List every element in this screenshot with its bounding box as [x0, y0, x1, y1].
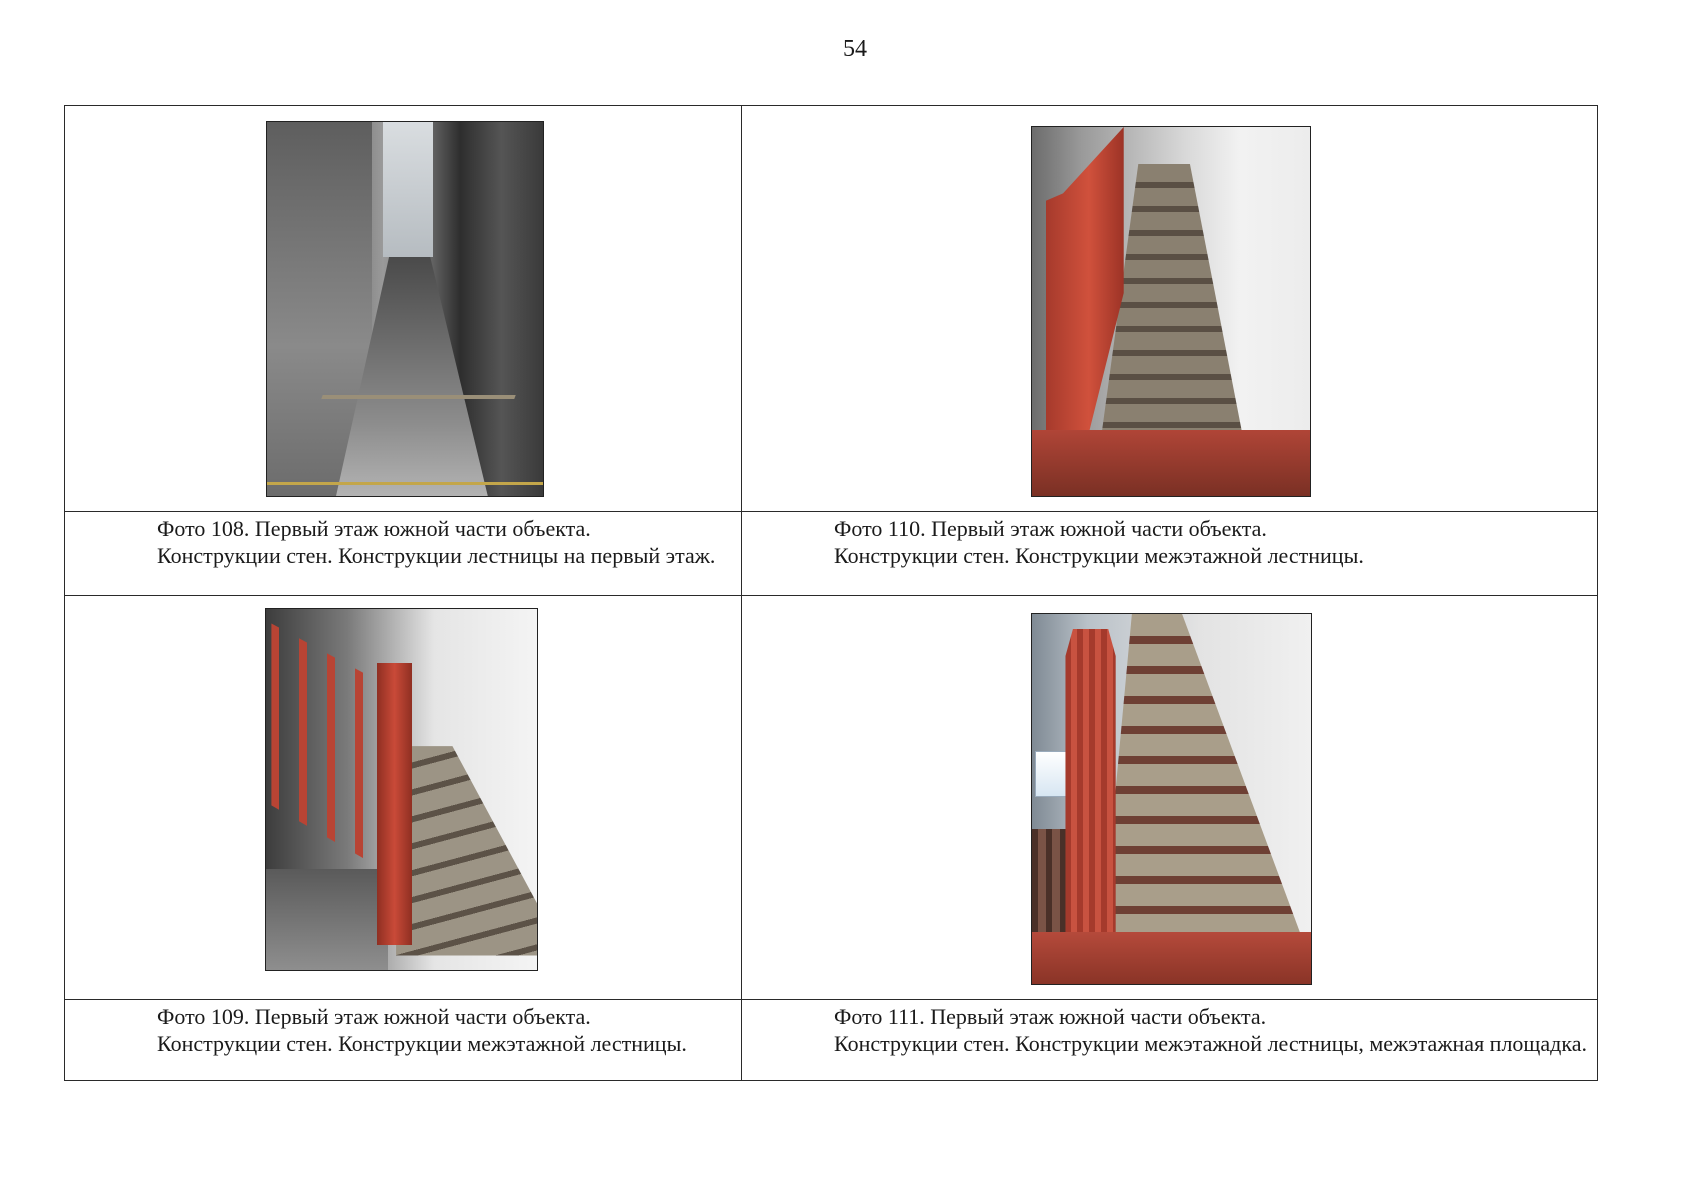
- caption-110-description: Конструкции стен. Конструкции межэтажной лестницы.: [834, 543, 1364, 568]
- photo-table: [64, 105, 1598, 1081]
- photo-108-staircase-corridor: [266, 121, 544, 497]
- caption-109-description: Конструкции стен. Конструкции межэтажной лестницы.: [157, 1031, 687, 1056]
- caption-cell-108: [64, 511, 742, 596]
- caption-111-title: Фото 111. Первый этаж южной части объекта.: [834, 1004, 1267, 1029]
- page-number: 54: [843, 36, 867, 62]
- caption-cell-109: [64, 999, 742, 1081]
- photo-110-straight-staircase: [1031, 126, 1311, 497]
- photo-109-turning-staircase: [265, 608, 538, 971]
- caption-110-title: Фото 110. Первый этаж южной части объекта.: [834, 516, 1267, 541]
- caption-cell-111: [741, 999, 1598, 1081]
- photo-cell-111: [741, 595, 1598, 1000]
- caption-cell-110: [741, 511, 1598, 596]
- photo-cell-109: [64, 595, 742, 1000]
- caption-111-description: Конструкции стен. Конструкции межэтажной лестницы, межэтажная площадка.: [834, 1031, 1587, 1056]
- caption-108-description: Конструкции стен. Конструкции лестницы на первый этаж.: [157, 543, 716, 568]
- photo-cell-110: [741, 105, 1598, 512]
- photo-cell-108: [64, 105, 742, 512]
- caption-108-title: Фото 108. Первый этаж южной части объекта.: [157, 516, 591, 541]
- photo-111-staircase-landing: [1031, 613, 1312, 985]
- caption-109-title: Фото 109. Первый этаж южной части объекта.: [157, 1004, 591, 1029]
